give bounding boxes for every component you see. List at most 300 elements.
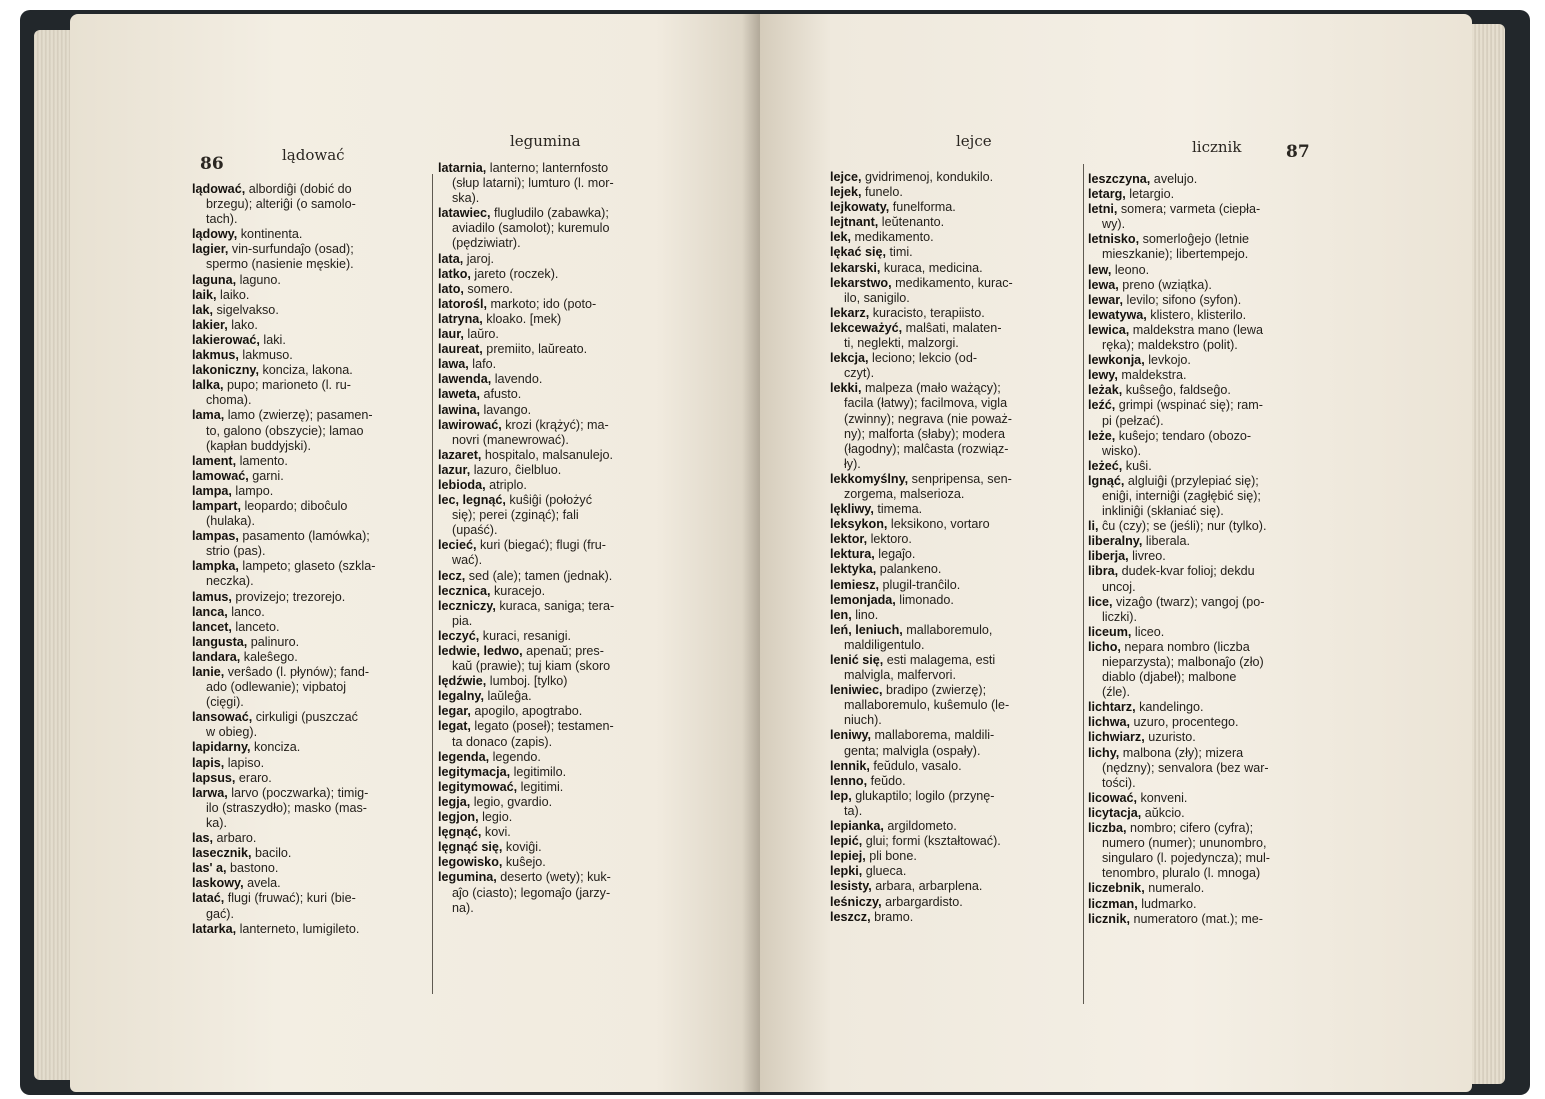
dictionary-entry — [192, 348, 424, 363]
entry-headword: lichy, — [1088, 745, 1120, 760]
entry-continuation: ły). — [844, 456, 861, 471]
entry-definition: aŭkcio. — [1141, 805, 1185, 820]
left-page-number: 86 — [200, 154, 224, 174]
dictionary-entry — [192, 242, 424, 257]
entry-definition: deserto (wety); kuk- — [496, 870, 611, 885]
entry-continuation: facila (łatwy); facilmova, vigla — [844, 396, 1008, 411]
dictionary-entry — [192, 454, 424, 469]
dictionary-entry — [438, 795, 684, 810]
right-header-last-word: licznik — [1192, 138, 1242, 156]
entry-definition: premiito, laŭreato. — [482, 342, 588, 357]
dictionary-entry — [1088, 746, 1336, 761]
entry-definition: hospitalo, malsanulejo. — [481, 447, 614, 462]
entry-headword: lawirować, — [438, 417, 502, 432]
entry-continuation: ilo, sanigilo. — [844, 290, 910, 305]
entry-headword: las, — [192, 831, 214, 846]
dictionary-entry — [192, 303, 424, 318]
entry-continuation: maldiligentulo. — [844, 637, 925, 652]
entry-continuation: (cięgi). — [206, 695, 244, 710]
entry-headword: lanie, — [192, 665, 225, 679]
dictionary-entry — [830, 562, 1078, 577]
entry-definition: verŝado (l. płynów); fand- — [224, 665, 370, 679]
entry-headword: leszczyna, — [1088, 172, 1151, 186]
entry-continuation: genta; malvigla (ospały). — [844, 743, 981, 758]
dictionary-entry — [438, 297, 684, 312]
entry-headword: li, — [1088, 519, 1099, 534]
entry-headword: lamować, — [192, 468, 249, 483]
entry-headword: leniwy, — [830, 728, 872, 743]
entry-headword: liczebnik, — [1088, 881, 1145, 896]
dictionary-entry — [1088, 278, 1336, 293]
entry-headword: lewatywa, — [1088, 307, 1147, 322]
entry-definition: senpripensa, sen- — [908, 471, 1012, 486]
entry-definition: vizaĝo (twarz); vangoj (po- — [1112, 594, 1265, 609]
dictionary-entry — [192, 650, 424, 665]
entry-headword: lepki, — [830, 864, 863, 879]
entry-headword: lemiesz, — [830, 577, 880, 592]
entry-continuation: spermo (nasienie męskie). — [206, 257, 354, 272]
entry-definition: funelo. — [861, 185, 903, 200]
entry-headword: letnisko, — [1088, 232, 1140, 247]
entry-continuation: eniĝi, interniĝi (zagłębić się); — [1102, 488, 1261, 503]
dictionary-entry — [438, 448, 684, 463]
left-page-column-2 — [438, 161, 684, 916]
entry-definition: lafo. — [468, 357, 497, 372]
entry-continuation: wać). — [452, 553, 483, 568]
entry-definition: kaleŝego. — [240, 649, 298, 664]
dictionary-entry — [1088, 323, 1336, 338]
entry-headword: lazur, — [438, 462, 471, 477]
entry-continuation: ska). — [452, 191, 480, 206]
entry-definition: bastono. — [226, 861, 279, 876]
entry-headword: lepiej, — [830, 849, 866, 864]
left-header-last-word: legumina — [510, 132, 581, 150]
entry-definition: mallaboremulo, — [902, 622, 993, 637]
entry-definition: lumboj. [tylko) — [486, 674, 568, 689]
dictionary-entry — [1088, 293, 1336, 308]
dictionary-entry — [1088, 821, 1336, 836]
dictionary-entry — [830, 849, 1078, 864]
dictionary-entry — [192, 891, 424, 906]
entry-definition: kovi. — [481, 825, 511, 840]
entry-headword: lampart, — [192, 498, 241, 513]
entry-headword: lichwa, — [1088, 715, 1130, 730]
dictionary-entry — [830, 532, 1078, 547]
dictionary-entry — [438, 584, 684, 599]
entry-headword: laweta, — [438, 387, 480, 402]
entry-headword: lekceważyć, — [830, 320, 903, 335]
entry-headword: lęgnąć, — [438, 825, 482, 840]
entry-continuation: czyt). — [844, 366, 875, 381]
dictionary-entry — [830, 608, 1078, 623]
entry-definition: kuŝi. — [1122, 458, 1152, 473]
entry-definition: glui; formi (kształtować). — [862, 834, 1001, 849]
entry-definition: algluiĝi (przylepiać się); — [1124, 473, 1259, 488]
entry-definition: lanceto. — [231, 619, 280, 634]
entry-headword: lgnąć, — [1088, 473, 1125, 488]
entry-continuation: ka). — [206, 815, 227, 830]
dictionary-entry — [830, 472, 1078, 487]
entry-headword: lepianka, — [830, 819, 884, 834]
dictionary-entry — [1088, 534, 1336, 549]
dictionary-entry — [830, 261, 1078, 276]
entry-definition: laiko. — [216, 287, 250, 302]
dictionary-entry — [1088, 806, 1336, 821]
entry-definition: bacilo. — [251, 846, 292, 861]
entry-headword: lewica, — [1088, 322, 1130, 337]
right-page-column-2 — [1088, 172, 1336, 927]
entry-definition: lino. — [851, 607, 879, 622]
entry-definition: legendo. — [489, 749, 541, 764]
dictionary-entry — [192, 756, 424, 771]
entry-definition: ludmarko. — [1137, 896, 1197, 911]
entry-definition: lako. — [227, 317, 258, 332]
entry-definition: lazuro, ĉielbluo. — [470, 462, 562, 477]
entry-headword: lekki, — [830, 381, 862, 396]
entry-headword: lakierować, — [192, 332, 260, 347]
entry-continuation: zorgema, malserioza. — [844, 486, 965, 501]
entry-definition: uzuro, procentego. — [1130, 715, 1239, 730]
entry-headword: laik, — [192, 287, 217, 302]
entry-continuation: novri (manewrować). — [452, 432, 569, 447]
entry-definition: gvidrimenoj, kondukilo. — [861, 170, 994, 184]
entry-definition: jareto (roczek). — [470, 266, 559, 281]
entry-definition: lanterno; lanternfosto — [486, 161, 609, 175]
dictionary-entry — [1088, 715, 1336, 730]
entry-definition: lakmuso. — [238, 348, 293, 363]
entry-headword: liberja, — [1088, 549, 1129, 564]
dictionary-entry — [830, 170, 1078, 185]
dictionary-entry — [830, 502, 1078, 517]
entry-continuation: pia. — [452, 613, 473, 628]
entry-headword: lew, — [1088, 262, 1112, 277]
dictionary-entry — [1088, 595, 1336, 610]
entry-continuation: pi (pełzać). — [1102, 413, 1164, 428]
entry-continuation: (słup latarni); lumturo (l. mor- — [452, 176, 614, 191]
dictionary-entry — [1088, 625, 1336, 640]
entry-headword: lejek, — [830, 185, 862, 200]
entry-headword: lebioda, — [438, 477, 486, 492]
entry-headword: leżeć, — [1088, 458, 1123, 473]
dictionary-entry — [192, 288, 424, 303]
entry-headword: lewy, — [1088, 368, 1118, 383]
entry-definition: malŝati, malaten- — [902, 320, 1002, 335]
left-page-column-1 — [192, 182, 424, 937]
entry-definition: klistero, klisterilo. — [1146, 307, 1247, 322]
entry-headword: lanca, — [192, 604, 228, 619]
dictionary-entry — [438, 463, 684, 478]
entry-headword: lichtarz, — [1088, 700, 1136, 715]
dictionary-entry — [830, 728, 1078, 743]
dictionary-entry — [830, 774, 1078, 789]
dictionary-entry — [830, 517, 1078, 532]
entry-headword: lawa, — [438, 357, 469, 372]
entry-definition: leŭtenanto. — [878, 215, 945, 230]
entry-continuation: malvigla, malfervori. — [844, 668, 956, 683]
entry-definition: vin-surfundaĵo (osad); — [228, 242, 354, 257]
dictionary-entry — [830, 759, 1078, 774]
entry-continuation: brzegu); alteriĝi (o samolo- — [206, 197, 356, 212]
entry-headword: licować, — [1088, 790, 1137, 805]
dictionary-entry — [830, 321, 1078, 336]
entry-headword: lektor, — [830, 532, 868, 547]
entry-headword: legitymować, — [438, 779, 518, 794]
entry-headword: lawina, — [438, 402, 480, 417]
dictionary-entry — [1088, 881, 1336, 896]
dictionary-entry — [192, 469, 424, 484]
dictionary-entry — [438, 629, 684, 644]
dictionary-entry — [1088, 398, 1336, 413]
entry-definition: atriplo. — [485, 477, 527, 492]
entry-headword: lękliwy, — [830, 502, 874, 517]
entry-definition: kontinenta. — [237, 227, 303, 242]
dictionary-entry — [438, 810, 684, 825]
entry-definition: ĉu (czy); se (jeśli); nur (tylko). — [1098, 519, 1267, 534]
dictionary-entry — [438, 538, 684, 553]
entry-continuation: niuch). — [844, 713, 882, 728]
dictionary-entry — [830, 215, 1078, 230]
entry-definition: laŭleĝa. — [483, 689, 532, 704]
dictionary-entry — [192, 363, 424, 378]
dictionary-entry — [192, 605, 424, 620]
dictionary-entry — [1088, 564, 1336, 579]
dictionary-entry — [830, 547, 1078, 562]
entry-continuation: ny); malforta (słaby); modera — [844, 426, 1005, 441]
entry-continuation: aĵo (ciasto); legomaĵo (jarzy- — [452, 885, 611, 900]
entry-definition: kuŝejo; tendaro (obozo- — [1115, 428, 1252, 443]
entry-definition: laki. — [259, 332, 286, 347]
entry-headword: lekarski, — [830, 260, 881, 275]
entry-headword: lak, — [192, 302, 214, 317]
entry-headword: legumina, — [438, 870, 497, 885]
entry-definition: flugi (fruwać); kuri (bie- — [224, 891, 356, 906]
entry-continuation: (hulaka). — [206, 514, 255, 529]
entry-definition: somera; varmeta (ciepła- — [1117, 202, 1261, 217]
entry-definition: legitimilo. — [510, 764, 567, 779]
entry-definition: provizejo; trezorejo. — [231, 589, 346, 604]
dictionary-entry — [438, 327, 684, 342]
entry-headword: laur, — [438, 327, 464, 342]
dictionary-entry — [830, 381, 1078, 396]
entry-continuation: wisko). — [1102, 443, 1142, 458]
entry-definition: kloako. [mek) — [482, 311, 562, 326]
entry-definition: sigelvakso. — [213, 302, 279, 317]
entry-headword: lekkomyślny, — [830, 471, 909, 486]
dictionary-entry — [1088, 791, 1336, 806]
dictionary-entry — [830, 895, 1078, 910]
entry-definition: preno (wziątka). — [1118, 277, 1212, 292]
entry-continuation: (pędziwiatr). — [452, 236, 521, 251]
entry-headword: lament, — [192, 453, 237, 468]
entry-continuation: tach). — [206, 212, 238, 227]
entry-headword: lejce, — [830, 170, 862, 184]
dictionary-entry — [1088, 549, 1336, 564]
entry-headword: lądować, — [192, 182, 246, 196]
entry-definition: leono. — [1111, 262, 1150, 277]
entry-continuation: się); perei (zginąć); fali — [452, 508, 579, 523]
entry-headword: lamus, — [192, 589, 232, 604]
entry-definition: lampeto; glaseto (szkla- — [238, 559, 376, 574]
entry-headword: las' a, — [192, 861, 227, 876]
dictionary-entry — [192, 182, 424, 197]
entry-headword: lektura, — [830, 547, 875, 562]
entry-continuation: nieparzysta); malbonaĵo (zło) — [1102, 655, 1264, 669]
entry-definition: nombro; cifero (cyfra); — [1126, 821, 1254, 836]
entry-continuation: tości). — [1102, 775, 1136, 790]
dictionary-entry — [1088, 383, 1336, 398]
entry-definition: lektoro. — [867, 532, 912, 547]
dictionary-entry — [192, 635, 424, 650]
dictionary-entry — [438, 765, 684, 780]
entry-headword: legja, — [438, 794, 471, 809]
entry-definition: afusto. — [480, 387, 522, 402]
entry-definition: dudek-kvar folioj; dekdu — [1118, 564, 1255, 579]
entry-definition: kuracisto, terapiisto. — [869, 305, 985, 320]
entry-definition: lamo (zwierzę); pasamen- — [224, 408, 373, 423]
entry-continuation: (zwinny); negrava (nie poważ- — [844, 411, 1012, 426]
entry-headword: lagier, — [192, 242, 229, 257]
entry-headword: lasecznik, — [192, 846, 252, 861]
dictionary-entry — [1088, 459, 1336, 474]
right-page-column-1 — [830, 170, 1078, 925]
dictionary-entry — [438, 372, 684, 387]
entry-continuation: mallaboremulo, kuŝemulo (le- — [844, 698, 1010, 713]
dictionary-entry — [192, 665, 424, 680]
dictionary-entry — [830, 683, 1078, 698]
entry-definition: kuraca, medicina. — [880, 260, 983, 275]
dictionary-entry — [830, 623, 1078, 638]
entry-definition: larvo (poczwarka); timig- — [227, 785, 369, 800]
entry-headword: licho, — [1088, 639, 1121, 654]
entry-continuation: mieszkanie); libertempejo. — [1102, 247, 1249, 262]
entry-definition: livreo. — [1128, 549, 1166, 564]
dictionary-entry — [438, 840, 684, 855]
dictionary-entry — [1088, 172, 1336, 187]
dictionary-entry — [192, 876, 424, 891]
entry-headword: lec, legnąć, — [438, 493, 506, 508]
entry-definition: lapiso. — [224, 755, 265, 770]
entry-headword: letarg, — [1088, 187, 1126, 202]
entry-headword: lalka, — [192, 378, 224, 393]
entry-continuation: (źle). — [1102, 685, 1130, 700]
entry-definition: liceo. — [1131, 624, 1165, 639]
entry-headword: liberalny, — [1088, 534, 1143, 549]
dictionary-entry — [192, 846, 424, 861]
entry-headword: lampas, — [192, 529, 239, 544]
dictionary-entry — [438, 312, 684, 327]
entry-continuation: (kapłan buddyjski). — [206, 438, 311, 453]
entry-headword: legowisko, — [438, 855, 503, 870]
dictionary-entry — [438, 387, 684, 402]
entry-headword: legat, — [438, 719, 471, 734]
entry-definition: levilo; sifono (syfon). — [1123, 292, 1242, 307]
entry-definition: letargio. — [1125, 187, 1175, 202]
dictionary-entry — [1088, 429, 1336, 444]
entry-definition: jaroj. — [463, 251, 494, 266]
entry-definition: numeralo. — [1144, 881, 1205, 896]
right-page-number: 87 — [1286, 142, 1310, 162]
entry-continuation: (łagodny); malĉasta (rozwiąz- — [844, 441, 1009, 456]
entry-definition: uzuristo. — [1144, 730, 1196, 745]
entry-headword: lektyka, — [830, 562, 877, 577]
entry-definition: pupo; marioneto (l. ru- — [223, 378, 351, 393]
entry-definition: levkojo. — [1144, 353, 1191, 368]
entry-definition: laguno. — [236, 272, 281, 287]
entry-definition: albordiĝi (dobić do — [245, 182, 352, 196]
entry-headword: leksykon, — [830, 517, 888, 532]
entry-headword: langusta, — [192, 634, 248, 649]
entry-headword: len, — [830, 607, 852, 622]
entry-headword: lapis, — [192, 755, 225, 770]
entry-headword: legjon, — [438, 810, 479, 825]
entry-definition: avelujo. — [1150, 172, 1198, 186]
entry-definition: glueca. — [862, 864, 907, 879]
entry-continuation: ta donaco (zapis). — [452, 734, 553, 749]
dictionary-entry — [438, 267, 684, 282]
entry-headword: libra, — [1088, 564, 1119, 579]
dictionary-entry — [830, 789, 1078, 804]
entry-headword: latorośl, — [438, 296, 487, 311]
dictionary-entry — [438, 704, 684, 719]
entry-headword: liczba, — [1088, 821, 1127, 836]
entry-headword: lakoniczny, — [192, 363, 259, 378]
entry-headword: lazaret, — [438, 447, 482, 462]
entry-headword: lama, — [192, 408, 225, 423]
entry-headword: legitymacja, — [438, 764, 511, 779]
entry-definition: kuŝiĝi (położyć — [505, 493, 592, 508]
entry-headword: lep, — [830, 788, 852, 803]
entry-headword: lemonjada, — [830, 592, 896, 607]
dictionary-entry — [1088, 640, 1336, 655]
entry-definition: kuŝseĝo, faldseĝo. — [1122, 383, 1231, 398]
dictionary-entry — [830, 593, 1078, 608]
entry-headword: latko, — [438, 266, 471, 281]
entry-continuation: choma). — [206, 393, 252, 408]
dictionary-entry — [192, 740, 424, 755]
entry-definition: flugludilo (zabawka); — [490, 206, 609, 221]
entry-definition: medikamento, kurac- — [891, 275, 1013, 290]
dictionary-entry — [1088, 353, 1336, 368]
entry-definition: lavendo. — [491, 372, 543, 387]
entry-headword: latryna, — [438, 311, 483, 326]
dictionary-entry — [192, 922, 424, 937]
entry-headword: lędźwie, — [438, 674, 487, 689]
entry-headword: legar, — [438, 704, 471, 719]
entry-definition: malbona (zły); mizera — [1119, 745, 1244, 760]
entry-continuation: gać). — [206, 906, 234, 921]
entry-definition: argildometo. — [883, 819, 957, 834]
left-header-first-word: lądować — [282, 146, 345, 164]
entry-headword: laureat, — [438, 342, 483, 357]
dictionary-entry — [830, 245, 1078, 260]
dictionary-entry — [1088, 263, 1336, 278]
entry-headword: lampka, — [192, 559, 239, 574]
entry-definition: pasamento (lamówka); — [238, 529, 370, 544]
entry-headword: lancet, — [192, 619, 232, 634]
entry-headword: lek, — [830, 230, 852, 245]
entry-definition: palinuro. — [247, 634, 300, 649]
entry-headword: lato, — [438, 281, 464, 296]
entry-headword: lejtnant, — [830, 215, 879, 230]
entry-definition: timema. — [873, 502, 923, 517]
entry-definition: krozi (krążyć); ma- — [501, 417, 609, 432]
dictionary-entry — [830, 200, 1078, 215]
dictionary-entry — [830, 653, 1078, 668]
entry-definition: leksikono, vortaro — [887, 517, 990, 532]
entry-headword: laguna, — [192, 272, 237, 287]
entry-definition: arbara, arbarplena. — [871, 879, 983, 894]
entry-headword: lekarstwo, — [830, 275, 892, 290]
